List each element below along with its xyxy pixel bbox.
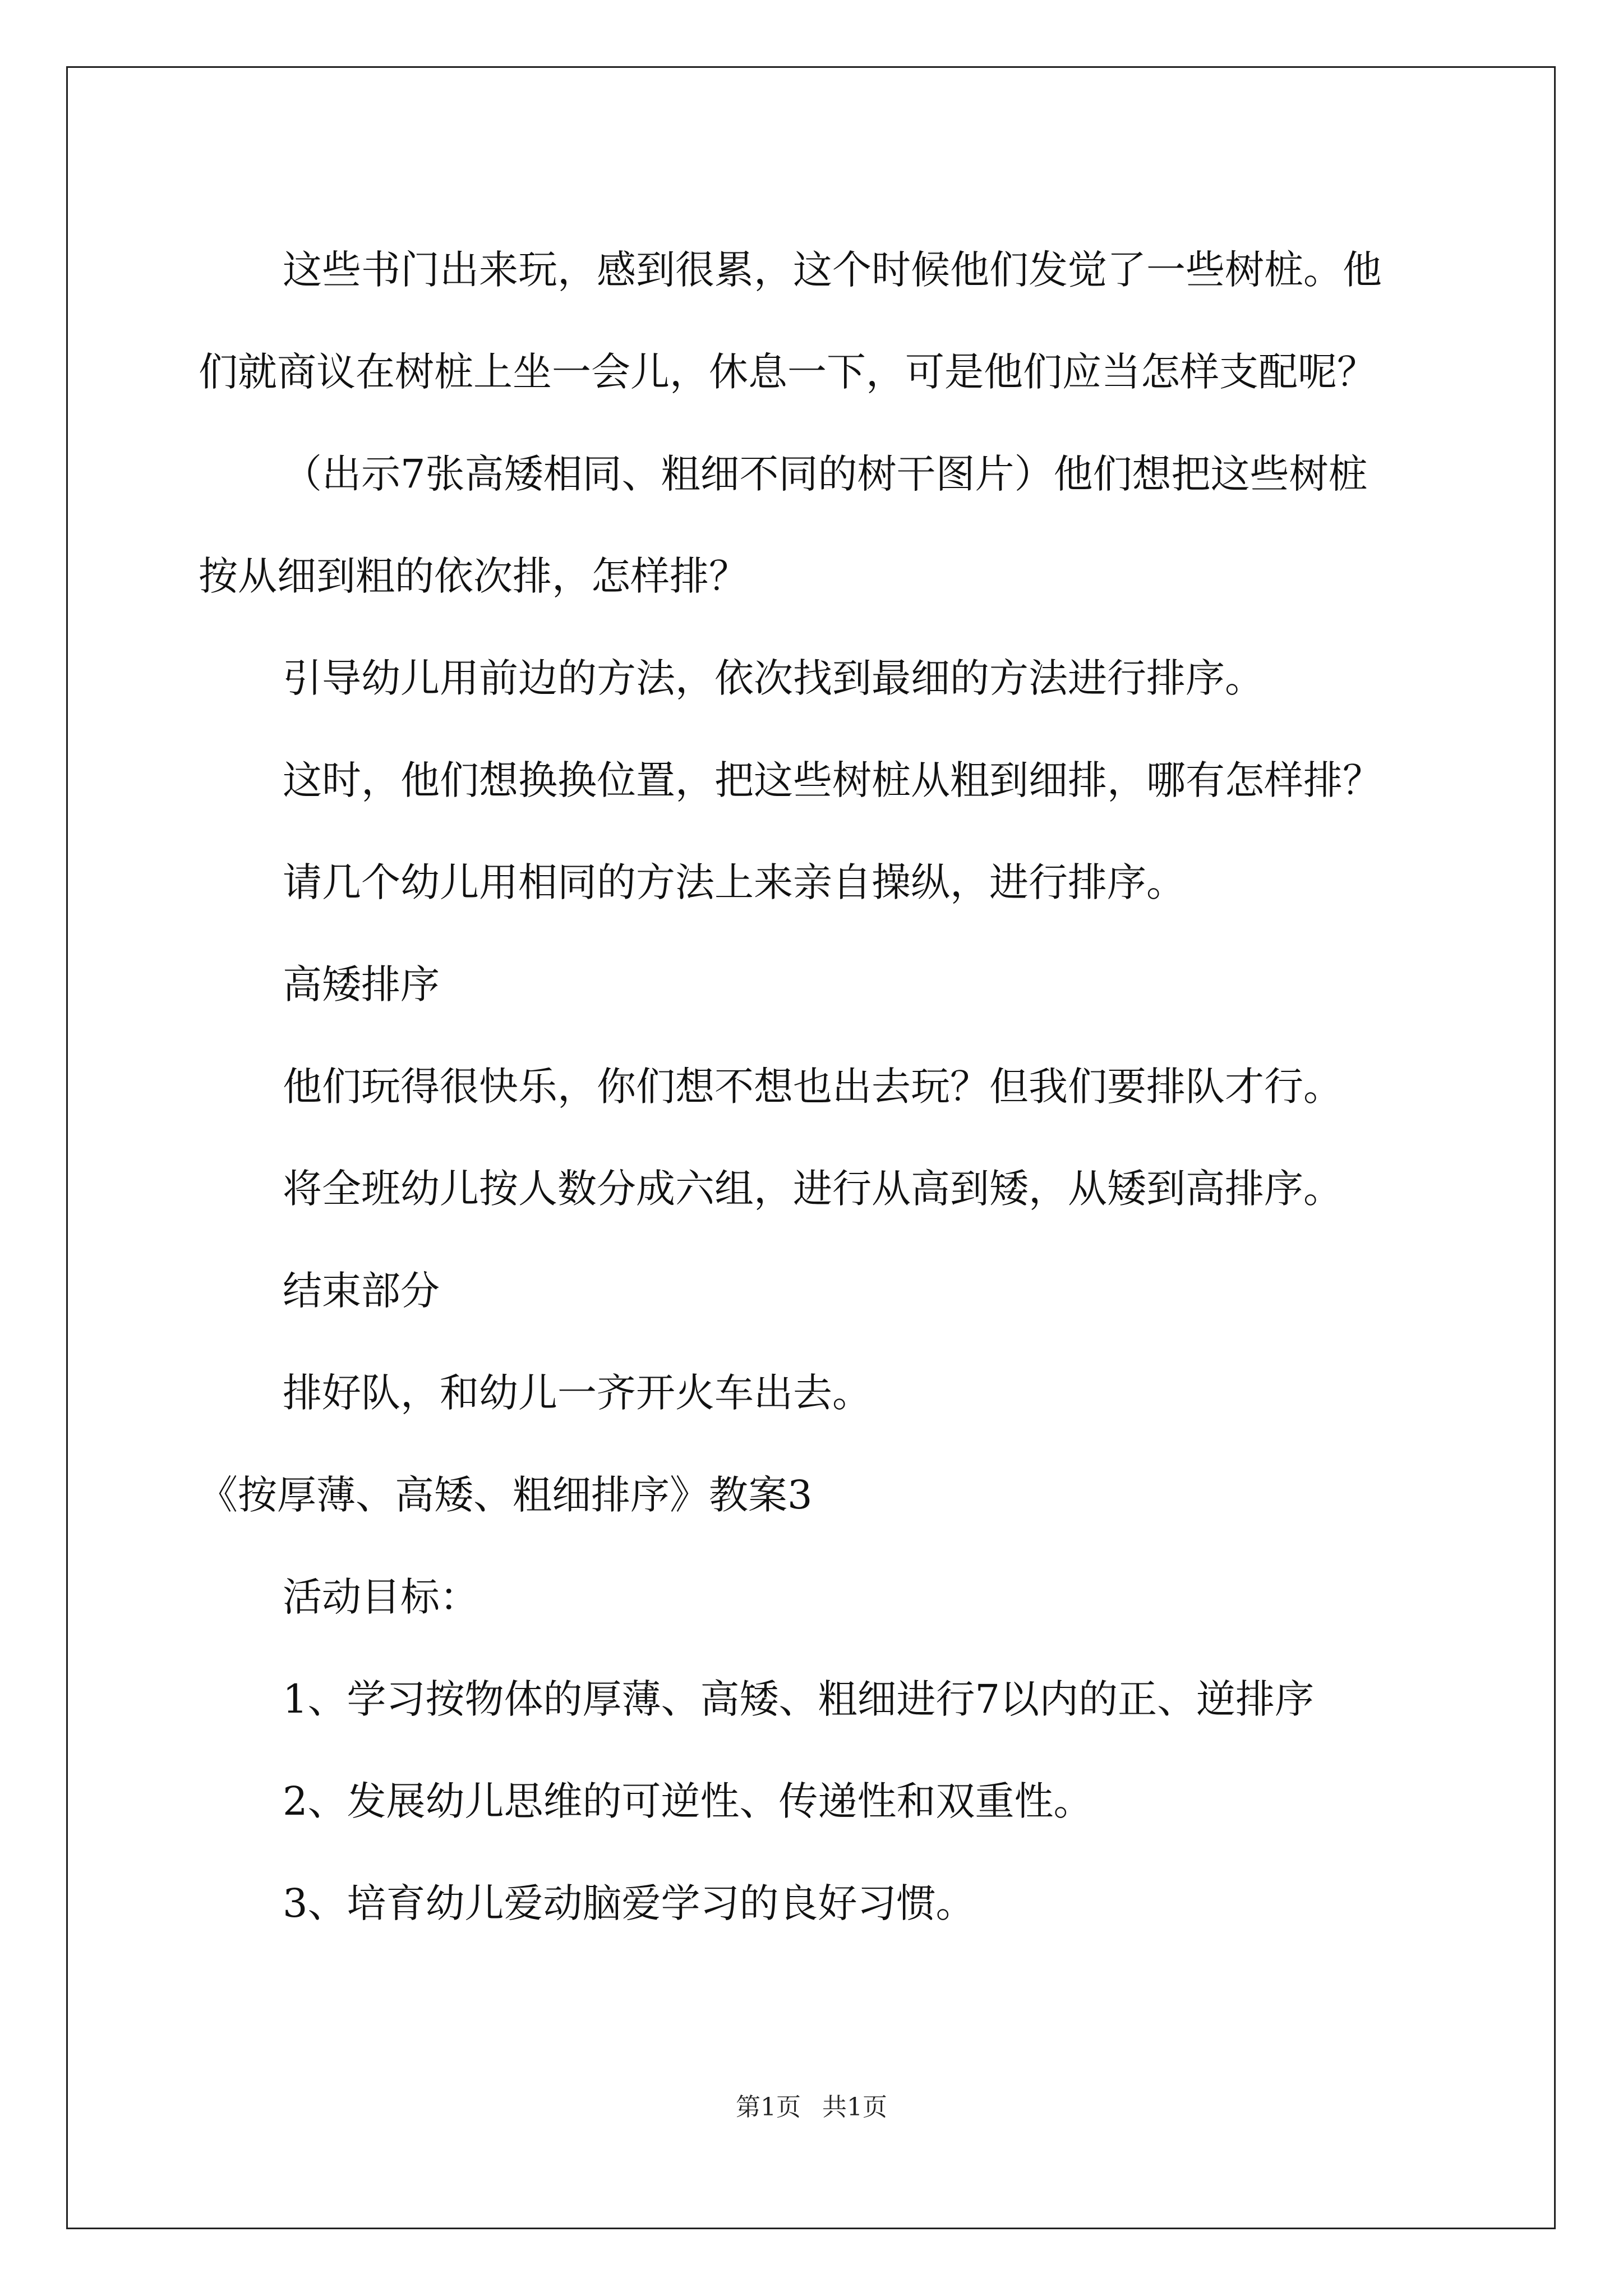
section-heading-height-sort: 高矮排序: [283, 961, 440, 1007]
paragraph-2-line-1: （出示7张高矮相同、粗细不同的树干图片）他们想把这些树桩: [283, 451, 1368, 497]
document-body: [199, 219, 1432, 1954]
paragraph-4: 这时，他们想换换位置，把这些树桩从粗到细排，哪有怎样排？: [283, 757, 1382, 803]
paragraph-1-line-1: 这些书门出来玩，感到很累，这个时候他们发觉了一些树桩。他: [283, 247, 1382, 293]
lesson-plan-title: 《按厚薄、高矮、粗细排序》教案3: [199, 1472, 813, 1518]
paragraph-8: 排好队，和幼儿一齐开火车出去。: [283, 1370, 872, 1416]
paragraph-7: 将全班幼儿按人数分成六组，进行从高到矮，从矮到高排序。: [283, 1166, 1343, 1212]
paragraph-6: 他们玩得很快乐，你们想不想也出去玩？但我们要排队才行。: [283, 1064, 1343, 1110]
paragraph-3: 引导幼儿用前边的方法，依次找到最细的方法进行排序。: [283, 655, 1264, 701]
page-footer: [0, 2087, 1623, 2123]
objective-1: 1、学习按物体的厚薄、高矮、粗细进行7以内的正、逆排序: [283, 1676, 1315, 1722]
paragraph-1-line-2: 们就商议在树桩上坐一会儿，休息一下，可是他们应当怎样支配呢？: [199, 349, 1376, 395]
page-total: 共1页: [822, 2093, 887, 2122]
paragraph-2-line-2: 按从细到粗的依次排，怎样排？: [199, 553, 748, 599]
page-number: 第1页: [736, 2093, 801, 2122]
objective-2: 2、发展幼儿思维的可逆性、传递性和双重性。: [283, 1778, 1093, 1824]
section-heading-objectives: 活动目标：: [283, 1574, 479, 1620]
paragraph-5: 请几个幼儿用相同的方法上来亲自操纵，进行排序。: [283, 859, 1186, 905]
objective-3: 3、培育幼儿爱动脑爱学习的良好习惯。: [283, 1880, 975, 1926]
section-heading-ending: 结束部分: [283, 1268, 440, 1314]
